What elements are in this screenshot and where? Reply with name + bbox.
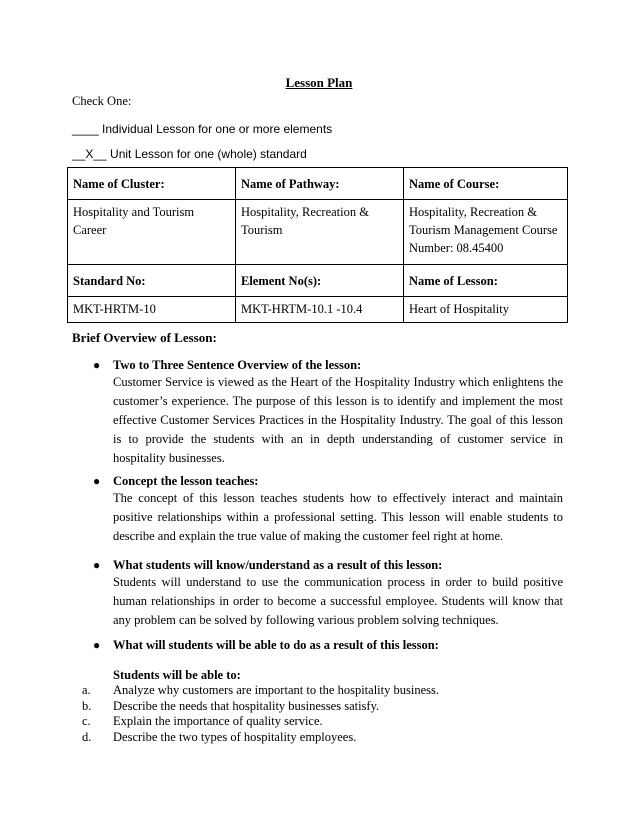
bullet-text: Customer Service is viewed as the Heart of the Hospitality Industry which enlightens the customer’s experience. The purpose of this lesson is to identify and implement the most effective Customer Services Practices in the Hospitality Industry. The goal of this lesson is to provide the students with an in depth understanding of customer service in hospitality businesses. — [113, 375, 563, 465]
outcome-text: Describe the two types of hospitality employees. — [113, 729, 357, 744]
bullet-heading: What students will know/understand as a result of this lesson: — [113, 558, 443, 572]
students-heading: Students will be able to: — [113, 668, 241, 682]
table-row — [68, 168, 568, 200]
list-item — [72, 699, 439, 715]
table-cell: Name of Course: — [404, 168, 568, 200]
check-one-label: Check One: — [72, 94, 132, 108]
option-individual: ____ Individual Lesson for one or more elements — [72, 122, 333, 136]
list-marker: d. — [82, 729, 92, 744]
list-item — [72, 683, 439, 699]
bullet-icon: ● — [93, 558, 101, 572]
table-row — [68, 200, 568, 265]
list-item — [72, 730, 439, 746]
list-item — [72, 714, 439, 730]
option-unit: __X__ Unit Lesson for one (whole) standard — [72, 147, 307, 161]
page-title: Lesson Plan — [285, 75, 353, 90]
bullet-heading: Concept the lesson teaches: — [113, 474, 259, 488]
bullet-icon: ● — [93, 358, 101, 372]
list-marker: c. — [82, 714, 91, 728]
outcomes-list — [72, 683, 439, 745]
table-cell: Name of Lesson: — [404, 265, 568, 297]
outcome-text: Describe the needs that hospitality businesses satisfy. — [113, 698, 380, 713]
table-row — [68, 265, 568, 297]
table-cell: Heart of Hospitality — [404, 297, 568, 323]
table-cell: Hospitality, Recreation & Tourism Management Course Number: 08.45400 — [404, 200, 568, 265]
table-row — [68, 297, 568, 323]
bullet-text: The concept of this lesson teaches students how to effectively interact and maintain positive relationships within a professional setting. This lesson will enable students to describe and explain the true value of making the customer feel right at home. — [113, 491, 563, 543]
table-cell: Hospitality and Tourism Career — [68, 200, 236, 265]
list-marker: b. — [82, 698, 92, 713]
table-cell: MKT-HRTM-10 — [68, 297, 236, 323]
table-cell: Hospitality, Recreation & Tourism — [236, 200, 404, 265]
bullet-heading: What will students will be able to do as a result of this lesson: — [113, 638, 439, 652]
table-cell: Element No(s): — [236, 265, 404, 297]
outcome-text: Explain the importance of quality service. — [113, 714, 323, 728]
outcome-text: Analyze why customers are important to the hospitality business. — [113, 683, 439, 697]
table-cell: Name of Pathway: — [236, 168, 404, 200]
bullet-heading: Two to Three Sentence Overview of the lesson: — [113, 358, 362, 372]
overview-heading: Brief Overview of Lesson: — [72, 330, 217, 345]
bullet-icon: ● — [93, 474, 101, 488]
lesson-info-table — [67, 167, 568, 323]
bullet-icon: ● — [93, 638, 101, 652]
list-marker: a. — [82, 683, 91, 697]
bullet-text: Students will understand to use the communication process in order to build positive human relationships in order to become a successful employee. Students will know that any problem can be solved by following various problem solving techniques. — [113, 575, 563, 627]
table-cell: MKT-HRTM-10.1 -10.4 — [236, 297, 404, 323]
table-cell: Name of Cluster: — [68, 168, 236, 200]
table-cell: Standard No: — [68, 265, 236, 297]
